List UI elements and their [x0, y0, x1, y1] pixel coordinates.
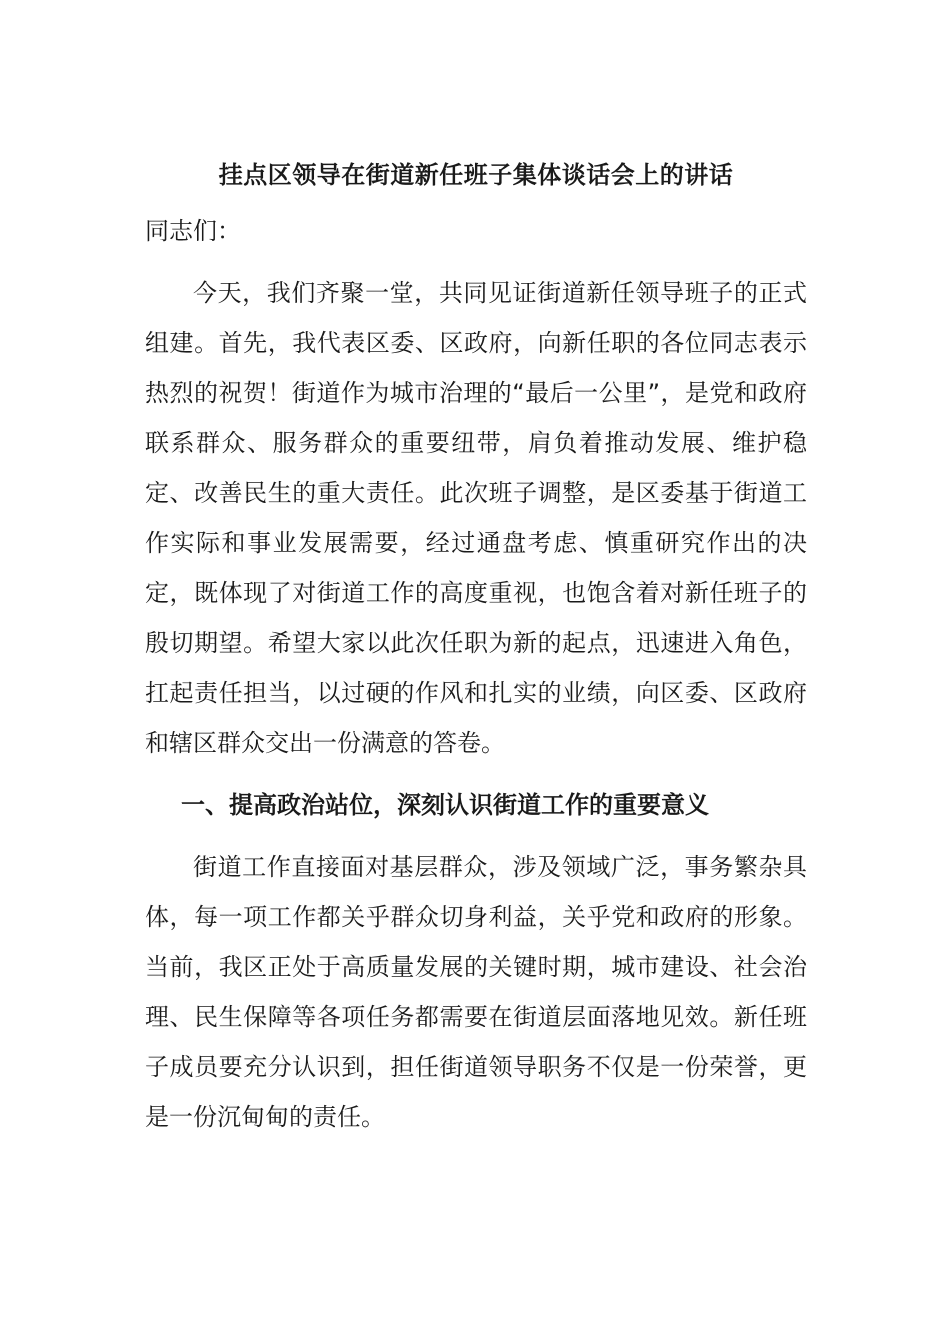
paragraph-opening: 今天，我们齐聚一堂，共同见证街道新任领导班子的正式组建。首先，我代表区委、区政府，向新任职的各位同志表示热烈的祝贺！街道作为城市治理的“最后一公里”，是党和政府联系群众、服务群众的重要纽带，肩负着推动发展、维护稳定、改善民生的重大责任。此次班子调整，是区委基于街道工作实际和事业发展需要，经过通盘考虑、慎重研究作出的决定，既体现了对街道工作的高度重视，也饱含着对新任班子的殷切期望。希望大家以此次任职为新的起点，迅速进入角色，扛起责任担当，以过硬的作风和扎实的业绩，向区委、区政府和辖区群众交出一份满意的答卷。: [145, 279, 807, 757]
document-body: [145, 150, 807, 1142]
greeting: 同志们：: [145, 217, 241, 245]
paragraph-section-1: 街道工作直接面对基层群众，涉及领域广泛，事务繁杂具体，每一项工作都关乎群众切身利益，关乎党和政府的形象。当前，我区正处于高质量发展的关键时期，城市建设、社会治理、民生保障等各项任务都需要在街道层面落地见效。新任班子成员要充分认识到，担任街道领导职务不仅是一份荣誉，更是一份沉甸甸的责任。: [145, 853, 807, 1131]
document-title: 挂点区领导在街道新任班子集体谈话会上的讲话: [218, 161, 734, 189]
section-heading-1: 一、提高政治站位，深刻认识街道工作的重要意义: [181, 791, 709, 819]
